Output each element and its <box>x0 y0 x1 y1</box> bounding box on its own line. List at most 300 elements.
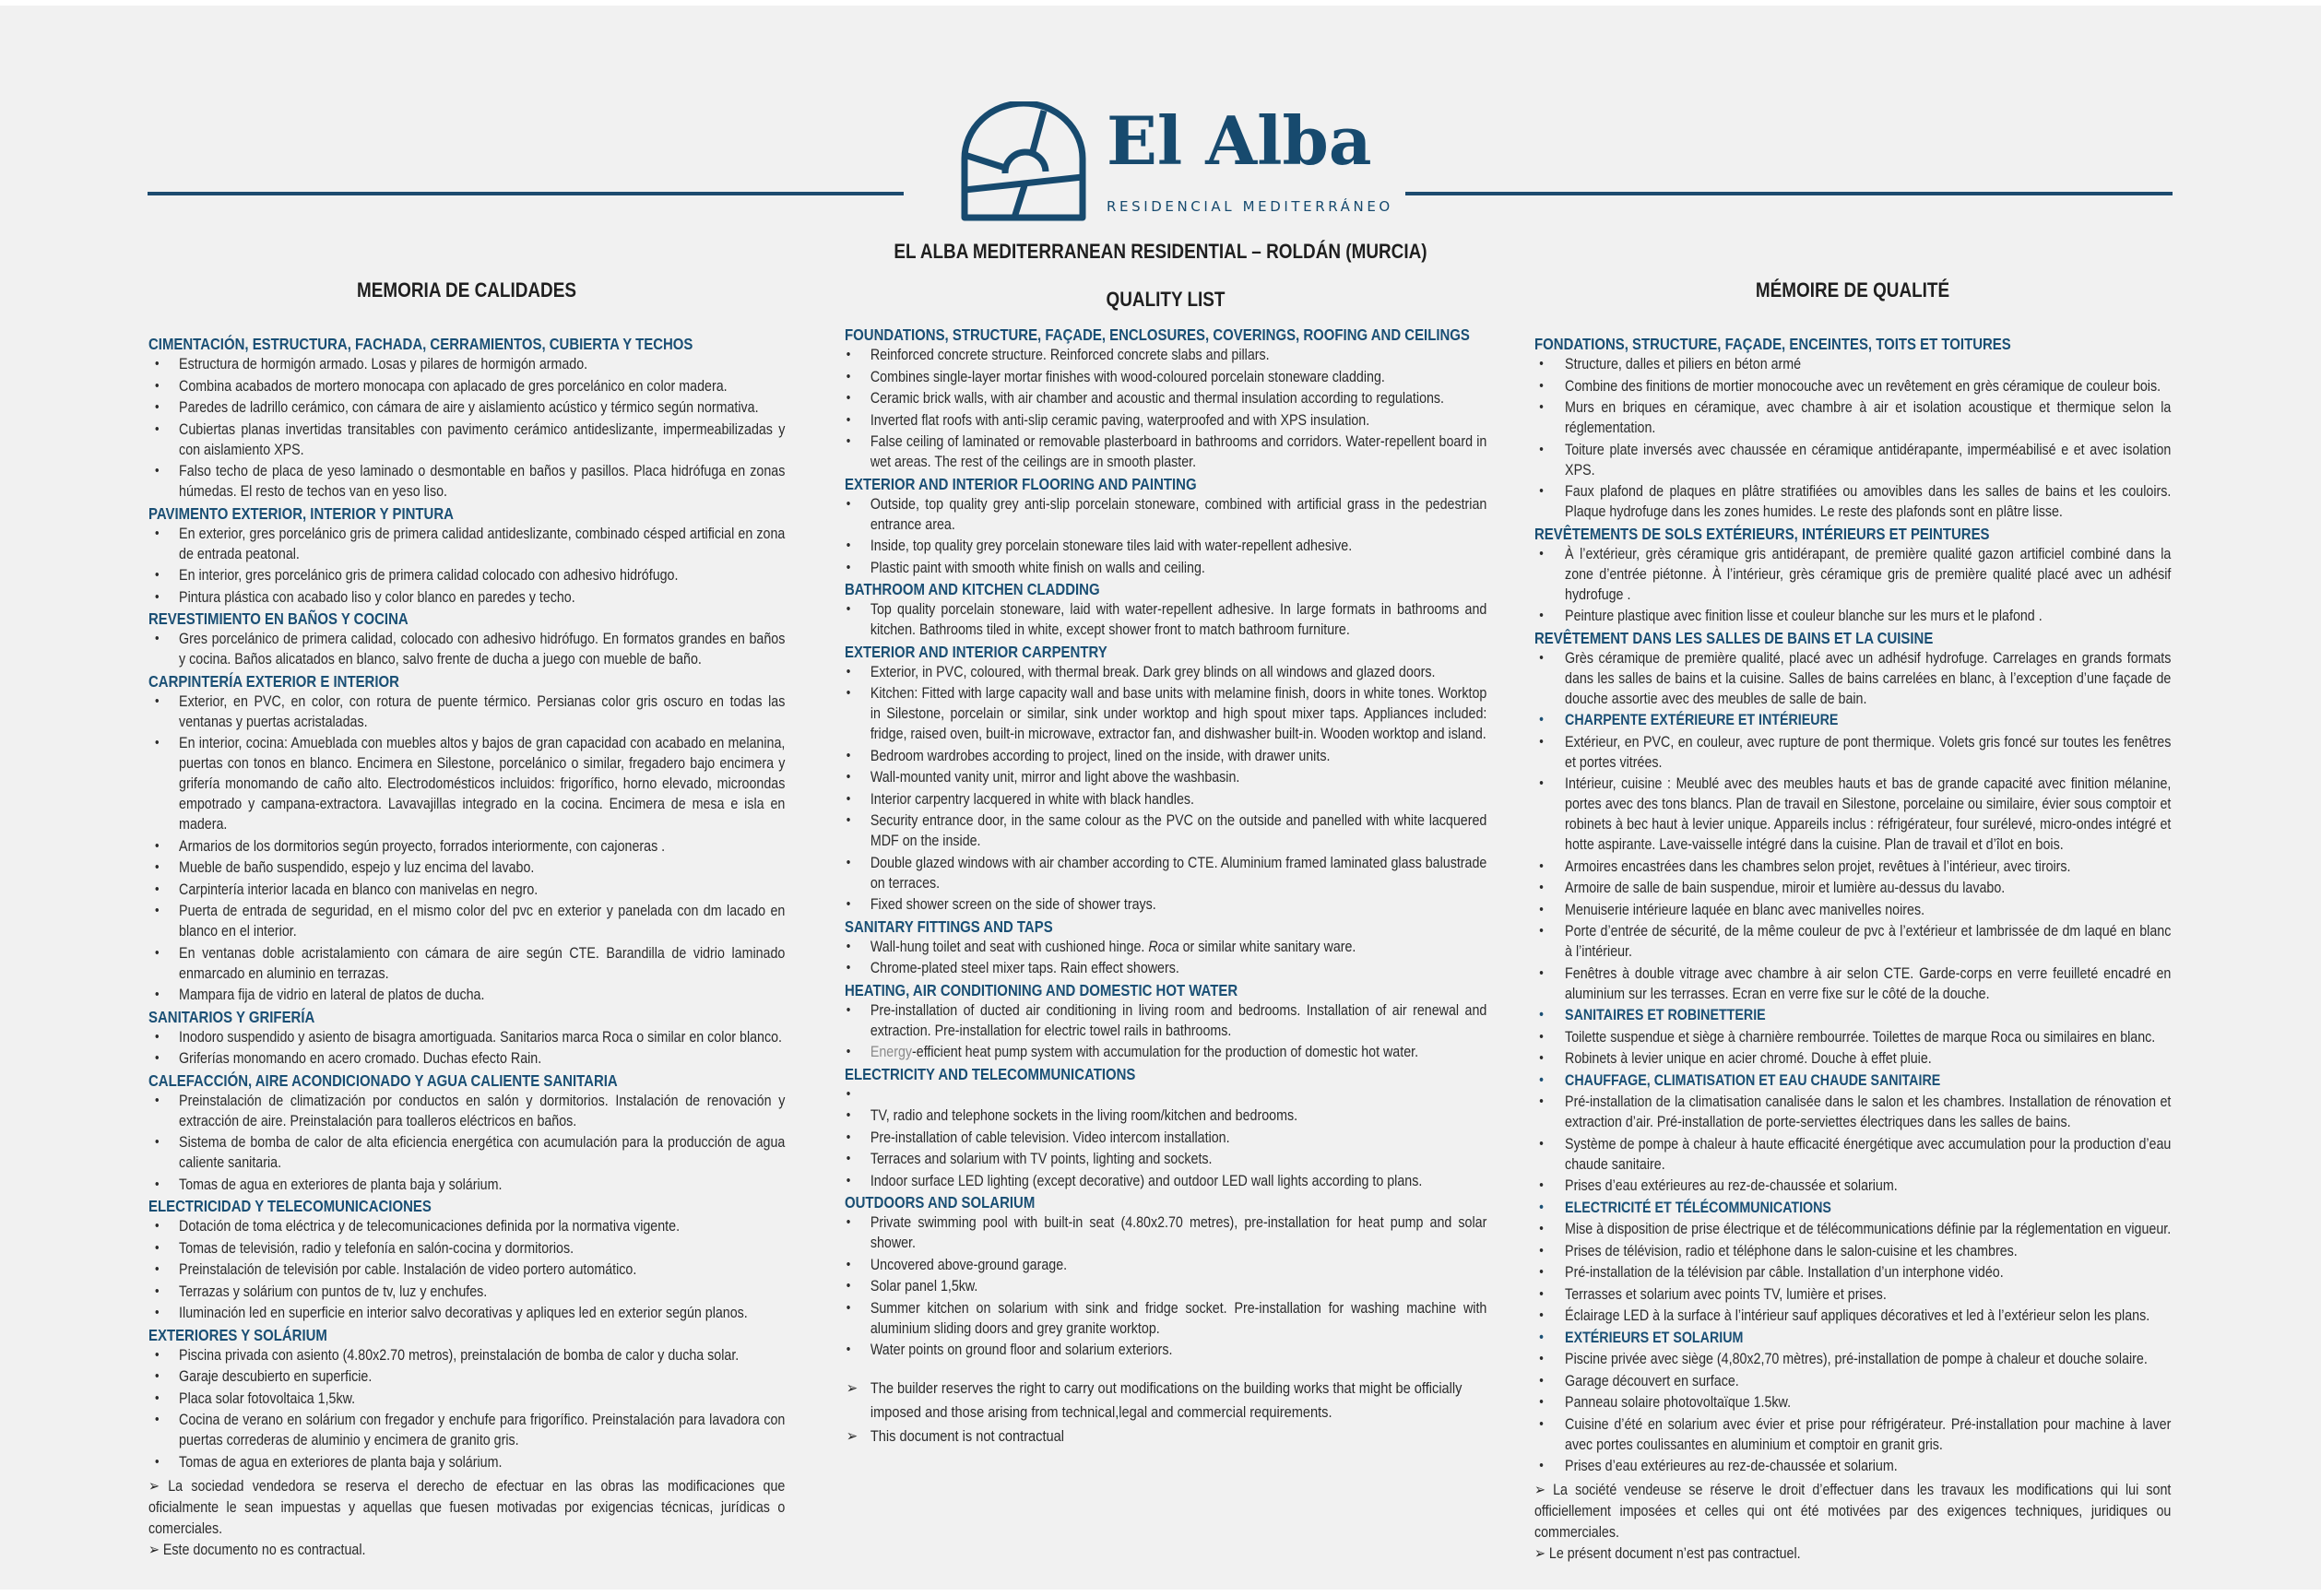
list-item-text: Cubiertas planas invertidas transitables con pavimento cerámico antideslizante, impermeabilizadas y con aislamiento XPS. <box>179 420 786 458</box>
bullet-icon: • <box>154 420 160 437</box>
section-heading: CIMENTACIÓN, ESTRUCTURA, FACHADA, CERRAMIENTOS, CUBIERTA Y TECHOS <box>148 335 693 353</box>
list-item <box>845 1255 1486 1275</box>
list-item <box>148 1027 785 1047</box>
list-item <box>148 1238 785 1259</box>
section-list <box>845 599 1486 640</box>
list-item-text-light: Energy <box>870 1044 913 1060</box>
document-page <box>0 6 2321 1590</box>
bullet-icon: • <box>846 1342 851 1357</box>
list-item <box>1534 1456 2171 1476</box>
list-item-text: Uncovered above-ground garage. <box>870 1256 1068 1273</box>
disclaimer-note <box>1534 1480 2171 1543</box>
section-heading-text: CHARPENTE EXTÉRIEURE ET INTÉRIEURE <box>1565 712 1839 728</box>
list-item-text: Wall-hung toilet and seat with cushioned hinge. <box>870 938 1149 955</box>
list-item <box>845 683 1486 744</box>
list-item-text: Inverted flat roofs with anti-slip ceramic paving, waterproofed and with XPS insulation. <box>870 411 1370 429</box>
list-item-text: Solar panel 1,5kw. <box>870 1278 978 1295</box>
bullet-icon: • <box>846 411 851 428</box>
list-item-text: Système de pompe à chaleur à haute efficacité énergétique avec accumulation pour la production d’eau chaude sanitaire. <box>1565 1135 2172 1173</box>
bullet-icon: • <box>154 1412 160 1427</box>
list-item <box>1534 964 2171 1004</box>
bullet-icon: • <box>1539 1177 1544 1193</box>
bullet-icon: • <box>846 1129 851 1145</box>
section-heading: CARPINTERÍA EXTERIOR E INTERIOR <box>148 671 399 691</box>
section-list <box>148 524 785 608</box>
list-item-text: Menuiserie intérieure laquée en blanc avec manivelles noires. <box>1565 901 1925 918</box>
section-list <box>148 354 785 502</box>
list-item-text: À l’extérieur, grès céramique gris antidérapant, de première qualité gazon artificiel combiné dans la zone d’entrée piétonne. À l’intérieur, grès céramique gris de première qualité placé avec un adhésif hydrofuge . <box>1565 545 2172 603</box>
bullet-icon: • <box>154 463 160 479</box>
list-item-text: Grès céramique de première qualité, placé avec un adhésif hydrofuge. Carrelages en grands formats dans les salles de bains et la cuisine. Salles de bains carrelées en blanc, à l’exception d’une façade de douche assortie avec des meubles de salle de bain. <box>1565 649 2172 707</box>
brand-logo <box>959 101 1392 231</box>
list-item <box>1534 1092 2171 1132</box>
list-item-text: Extérieur, en PVC, en couleur, avec rupture de pont thermique. Volets gris foncé sur toutes les fenêtres et portes vitrées. <box>1565 733 2172 771</box>
bullet-icon: • <box>846 368 851 384</box>
disclaimer-note <box>148 1476 785 1540</box>
list-item <box>148 733 785 834</box>
list-item <box>845 853 1486 893</box>
section-heading <box>1534 710 2171 730</box>
bullet-icon: • <box>1539 964 1544 981</box>
list-item-text: En interior, gres porcelánico gris de primera calidad colocado con adhesivo hidrófugo. <box>179 567 679 584</box>
list-item <box>1534 1306 2171 1326</box>
list-item <box>148 420 785 460</box>
list-item-text: Terrazas y solárium con puntos de tv, luz y enchufes. <box>179 1283 488 1300</box>
list-item <box>148 1048 785 1069</box>
list-item-text: Structure, dalles et piliers en béton armé <box>1565 356 1802 372</box>
section-list <box>148 1216 785 1323</box>
list-item-text: Pre-installation of cable television. Video intercom installation. <box>870 1129 1230 1146</box>
bullet-icon: • <box>154 1368 160 1384</box>
bullet-icon: • <box>154 881 160 897</box>
list-item-text: Tomas de agua en exteriores de planta baja y solárium. <box>179 1176 503 1193</box>
list-item-text: or similar white sanitary ware. <box>1178 938 1356 955</box>
bullet-icon: • <box>1539 377 1544 394</box>
bullet-icon: • <box>846 960 851 975</box>
disclaimer-notes <box>148 1476 785 1561</box>
list-item-text: Tomas de televisión, radio y telefonía en salón-cocina y dormitorios. <box>179 1239 574 1257</box>
bullet-icon: • <box>1539 1071 1544 1088</box>
disclaimer-notes <box>1534 1480 2171 1565</box>
column-body-es <box>148 334 785 1561</box>
section-heading-text: EXTÉRIEURS ET SOLARIUM <box>1565 1329 1744 1346</box>
list-item-text: Mise à disposition de prise électrique et de télécommunications définie par la réglementation en vigueur. <box>1565 1221 2172 1237</box>
list-item <box>148 692 785 732</box>
bullet-icon: • <box>154 987 160 1002</box>
bullet-icon: • <box>1539 1285 1544 1302</box>
list-item <box>845 662 1486 682</box>
list-item <box>845 958 1486 978</box>
section-heading: FONDATIONS, STRUCTURE, FAÇADE, ENCEINTES, TOITS ET TOITURES <box>1534 335 2011 353</box>
list-item-text: Prises de télévision, radio et téléphone dans le salon-cuisine et les chambres. <box>1565 1242 2018 1259</box>
list-item-text: Plastic paint with smooth white finish on walls and ceiling. <box>870 559 1205 576</box>
list-item <box>845 1298 1486 1339</box>
list-item-text: Armarios de los dormitorios según proyecto, forrados interiormente, con cajoneras . <box>179 837 666 855</box>
list-item <box>845 1105 1486 1126</box>
document-title: EL ALBA MEDITERRANEAN RESIDENTIAL – ROLDÁN (MURCIA) <box>894 240 1427 263</box>
bullet-icon: • <box>154 525 160 541</box>
list-item <box>148 836 785 857</box>
disclaimer-note-text: ➢ Este documento no es contractual. <box>148 1541 366 1558</box>
list-item <box>148 1282 785 1302</box>
bullet-icon: • <box>846 663 851 680</box>
list-item <box>148 1345 785 1365</box>
bullet-icon: • <box>154 588 160 605</box>
section-list <box>845 662 1486 916</box>
list-item-text: Porte d’entrée de sécurité, de la même couleur de pvc à l’extérieur et lambrissée de dm laqué en blanc à l’intérieur. <box>1565 923 2172 960</box>
list-item-text: Garaje descubierto en superficie. <box>179 1368 373 1385</box>
list-item <box>1534 1134 2171 1175</box>
section-heading-text: SANITAIRES ET ROBINETTERIE <box>1565 1007 1766 1023</box>
list-item <box>1534 1284 2171 1305</box>
list-item-text: Tomas de agua en exteriores de planta baja y solárium. <box>179 1453 503 1471</box>
list-item <box>148 1389 785 1409</box>
column-title-es: MEMORIA DE CALIDADES <box>357 278 576 301</box>
list-item <box>1534 1241 2171 1261</box>
bullet-icon: • <box>846 1278 851 1294</box>
list-item <box>845 494 1486 535</box>
list-item-text: Placa solar fotovoltaica 1,5kw. <box>179 1389 356 1407</box>
bullet-icon: • <box>1539 1028 1544 1045</box>
list-item-text: Exterior, en PVC, en color, con rotura de puente térmico. Persianas color gris oscuro en todas las ventanas y puertas acristaladas. <box>179 692 786 730</box>
list-item <box>1534 481 2171 522</box>
section-list <box>845 937 1486 979</box>
section-list <box>1534 544 2171 627</box>
disclaimer-note-text: ➢ La sociedad vendedora se reserva el derecho de efectuar en las obras las modificaciones que oficialmente le sean impuestas y aquellas que fuesen motivadas por exigencias técnicas, jurídicas o comerciales. <box>148 1477 786 1537</box>
section-heading: EXTERIORES Y SOLÁRIUM <box>148 1325 327 1344</box>
bullet-icon: • <box>1539 901 1544 917</box>
header-rule-left <box>148 192 904 195</box>
list-item <box>148 587 785 608</box>
bullet-icon: • <box>1539 1372 1544 1389</box>
list-item <box>1534 1048 2171 1069</box>
section-heading: CALEFACCIÓN, AIRE ACONDICIONADO Y AGUA CALIENTE SANITARIA <box>148 1070 618 1090</box>
section-list <box>148 1027 785 1070</box>
brand-tagline: RESIDENCIAL MEDITERRÁNEO <box>1107 198 1393 215</box>
list-item <box>148 1452 785 1472</box>
bullet-icon: • <box>1539 1351 1544 1366</box>
bullet-icon: • <box>154 1261 160 1277</box>
bullet-icon: • <box>1539 1242 1544 1259</box>
section-heading: EXTERIOR AND INTERIOR FLOORING AND PAINTING <box>845 474 1197 493</box>
list-item <box>1534 878 2171 898</box>
section-heading: ELECTRICITY AND TELECOMMUNICATIONS <box>845 1064 1136 1083</box>
bullet-icon: • <box>154 735 160 751</box>
list-item <box>1534 1176 2171 1196</box>
list-item <box>1534 606 2171 626</box>
list-item <box>1534 397 2171 438</box>
list-item <box>148 1175 785 1195</box>
bullet-icon: • <box>1539 608 1544 623</box>
bullet-icon: • <box>846 769 851 785</box>
section-list <box>148 1345 785 1472</box>
list-item <box>845 410 1486 431</box>
list-item-text: En interior, cocina: Amueblada con muebles altos y bajos de gran capacidad con acabado en melanina, puertas con tonos en blanco. Encimera en Silestone, porcelánico o similar, fregadero bajo encimera y grifería monomando de caño alto. Electrodomésticos incluidos: frigorífico, horno elevado, microondas empotrado y campana-extractora. Lavavajillas integrado en la cocina. Encimera de mesa e isla en madera. <box>179 735 786 833</box>
section-heading: HEATING, AIR CONDITIONING AND DOMESTIC HOT WATER <box>845 980 1238 999</box>
column-body-en <box>845 325 1486 1448</box>
bullet-icon: • <box>1539 1221 1544 1236</box>
list-item <box>148 901 785 941</box>
list-item-text: Panneau solaire photovoltaïque 1.5kw. <box>1565 1394 1792 1411</box>
list-item <box>1534 648 2171 709</box>
section-heading: SANITARY FITTINGS AND TAPS <box>845 916 1053 936</box>
bullet-icon: • <box>1539 1007 1544 1023</box>
list-item-text: Reinforced concrete structure. Reinforced concrete slabs and pillars. <box>870 347 1270 363</box>
list-item-text: Iluminación led en superficie en interior salvo decorativas y apliques led en exterior según planos. <box>179 1305 748 1321</box>
list-item <box>845 746 1486 766</box>
section-heading: OUTDOORS AND SOLARIUM <box>845 1193 1036 1212</box>
list-item-text: Peinture plastique avec finition lisse et couleur blanche sur les murs et le plafond . <box>1565 608 2043 624</box>
bullet-icon: • <box>846 938 851 954</box>
list-item <box>845 1276 1486 1296</box>
arrow-bullet-icon: ➢ <box>846 1427 858 1445</box>
list-item <box>1534 1262 2171 1283</box>
list-item <box>845 1149 1486 1169</box>
list-item <box>845 1042 1486 1062</box>
list-item <box>148 524 785 564</box>
bullet-icon: • <box>846 747 851 763</box>
list-item-text: Toiture plate inversés avec chaussée en céramique antidérapante, imperméabilisé e et avec isolation XPS. <box>1565 441 2172 479</box>
disclaimer-note <box>1534 1543 2171 1565</box>
list-item <box>148 565 785 585</box>
bullet-icon: • <box>1539 545 1544 562</box>
bullet-icon: • <box>154 1050 160 1066</box>
list-item-text: Mampara fija de vidrio en lateral de platos de ducha. <box>179 987 485 1003</box>
bullet-icon: • <box>154 356 160 372</box>
list-item-text: Preinstalación de climatización por conductos en salón y dormitorios. Instalación de renovación y extracción de aire. Preinstalación para toalleros eléctricos en baños. <box>179 1092 786 1129</box>
section-list <box>845 494 1486 578</box>
list-item-text: Ceramic brick walls, with air chamber and acoustic and thermal insulation according to regulations. <box>870 390 1445 407</box>
list-item <box>845 367 1486 387</box>
bullet-icon: • <box>1539 1264 1544 1280</box>
list-item-text: Private swimming pool with built-in seat (4.80x2.70 metres), pre-installation for heat pump and solar shower. <box>870 1214 1487 1251</box>
bullet-icon: • <box>1539 1329 1544 1345</box>
bullet-icon: • <box>1539 399 1544 415</box>
list-item-text: Intérieur, cuisine : Meublé avec des meubles hauts et bas de grande capacité avec finition mélanine, portes avec des tons blancs. Plan de travail en Silestone, porcelaine ou similaire, évier sous comptoir et robinets à bec haut à levier unique. Appareils inclus : réfrigérateur, four surélevé, micro-ondes intégré et hotte aspirante. Lave-vaisselle intégré dans la cuisine. Plan de travail et d’îlot en bois. <box>1565 775 2172 853</box>
list-item <box>1534 1349 2171 1369</box>
list-item <box>1534 1371 2171 1391</box>
list-item-text: Pré-installation de la télévision par câble. Installation d’un interphone vidéo. <box>1565 1264 2004 1281</box>
bullet-icon: • <box>154 1092 160 1108</box>
bullet-icon: • <box>154 944 160 961</box>
bullet-icon: • <box>154 1283 160 1299</box>
list-item-text: Double glazed windows with air chamber according to CTE. Aluminium framed laminated glass balustrade on terraces. <box>870 854 1487 892</box>
list-item-text: Kitchen: Fitted with large capacity wall and base units with melamine finish, doors in white tones. Worktop in Silestone, porcelain or similar, sink under worktop and high spout mixer taps. Appliances included: fridge, raised oven, built-in microwave, extractor fan, and dishwasher built-in. Wooden worktop and island. <box>870 685 1487 742</box>
list-item <box>845 1084 1486 1105</box>
disclaimer-note-text: ➢ La société vendeuse se réserve le droit d’effectuer dans les travaux les modifications qui lui sont officiellement imposées et celles qui ont été motivées par des exigences techniques, juridiques ou commerciales. <box>1534 1482 2172 1541</box>
bullet-icon: • <box>1539 483 1544 499</box>
list-item-text: Prises d’eau extérieures au rez-de-chaussée et solarium. <box>1565 1458 1898 1474</box>
arched-window-sunrise-icon <box>959 101 1088 221</box>
brand-text <box>1107 101 1392 216</box>
section-heading: REVÊTEMENT DANS LES SALLES DE BAINS ET LA CUISINE <box>1534 628 1934 647</box>
bullet-icon: • <box>154 1305 160 1320</box>
list-item-text: Murs en briques en céramique, avec chambre à air et isolation acoustique et thermique selon la réglementation. <box>1565 399 2172 436</box>
header-rule-right <box>1405 192 2173 195</box>
bullet-icon: • <box>1539 857 1544 874</box>
bullet-icon: • <box>846 1214 851 1230</box>
section-list <box>845 1000 1486 1063</box>
column-spanish <box>148 275 785 1561</box>
bullet-icon: • <box>154 859 160 875</box>
bullet-icon: • <box>1539 775 1544 791</box>
list-item <box>1534 1027 2171 1047</box>
list-item <box>845 1128 1486 1148</box>
list-item-text: Prises d’eau extérieures au rez-de-chaussée et solarium. <box>1565 1177 1898 1194</box>
disclaimer-note <box>845 1377 1486 1425</box>
bullet-icon: • <box>846 1256 851 1272</box>
list-item <box>148 1410 785 1450</box>
bullet-icon: • <box>846 685 851 701</box>
list-item <box>845 432 1486 472</box>
list-item-text: Pré-installation de la climatisation canalisée dans le salon et les chambres. Installation de rénovation et extraction d’air. Pré-installation de porte-serviettes électriques dans les salles de bains. <box>1565 1094 2172 1130</box>
list-item-text: Chrome-plated steel mixer taps. Rain effect showers. <box>870 960 1179 976</box>
list-item-text: False ceiling of laminated or removable plasterboard in bathrooms and corridors. Water-repellent board in wet areas. The rest of the ceilings are in smooth plaster. <box>870 433 1487 470</box>
list-item-text: Exterior, in PVC, coloured, with thermal break. Dark grey blinds on all windows and glazed doors. <box>870 663 1436 680</box>
bullet-icon: • <box>1539 441 1544 457</box>
list-item <box>148 397 785 418</box>
bullet-icon: • <box>1539 880 1544 895</box>
list-item-text: Estructura de hormigón armado. Losas y pilares de hormigón armado. <box>179 356 588 372</box>
bullet-icon: • <box>154 837 160 854</box>
bullet-icon: • <box>1539 1050 1544 1066</box>
bullet-icon: • <box>154 1453 160 1470</box>
bullet-icon: • <box>846 601 851 617</box>
list-item <box>148 1303 785 1323</box>
section-heading: FOUNDATIONS, STRUCTURE, FAÇADE, ENCLOSURES, COVERINGS, ROOFING AND CEILINGS <box>845 325 1470 344</box>
list-item <box>148 857 785 878</box>
list-item-text: -efficient heat pump system with accumulation for the production of domestic hot water. <box>912 1044 1419 1060</box>
bullet-icon: • <box>846 495 851 512</box>
section-heading-text: ELECTRICITÉ ET TÉLÉCOMMUNICATIONS <box>1565 1199 1831 1216</box>
disclaimer-note-text: The builder reserves the right to carry out modifications on the building works that might be officially imposed and those arising from technical,legal and commercial requirements. <box>870 1379 1462 1421</box>
list-item <box>148 1216 785 1236</box>
section-list <box>1534 354 2171 522</box>
disclaimer-note <box>148 1540 785 1561</box>
list-item-text: Pre-installation of ducted air conditioning in living room and bedrooms. Installation of air renewal and extraction. Pre-installation for electric towel rails in bathrooms. <box>870 1001 1487 1039</box>
list-item <box>845 599 1486 640</box>
list-item-text: Top quality porcelain stoneware, laid with water-repellent adhesive. In large formats in bathrooms and kitchen. Bathrooms tiled in white, except shower front to match bathroom furniture. <box>870 601 1487 638</box>
section-list <box>845 1212 1486 1360</box>
list-item <box>148 880 785 900</box>
bullet-icon: • <box>154 903 160 918</box>
list-item <box>1534 544 2171 605</box>
list-item-text: Pintura plástica con acabado liso y color blanco en paredes y techo. <box>179 588 575 606</box>
list-item-text: Fenêtres à double vitrage avec chambre à air selon CTE. Garde-corps en verre feuilleté encadré en aluminium sur les terrasses. Ecran en verre fixe sur le côté de la douche. <box>1565 964 2172 1002</box>
bullet-icon: • <box>846 433 851 449</box>
section-list <box>148 1091 785 1195</box>
bullet-icon: • <box>1539 1199 1544 1215</box>
list-item <box>148 354 785 374</box>
section-heading: SANITARIOS Y GRIFERÍA <box>148 1007 315 1026</box>
section-heading: REVESTIMIENTO EN BAÑOS Y COCINA <box>148 609 409 628</box>
list-item <box>1534 1414 2171 1455</box>
list-item-text: Sistema de bomba de calor de alta eficiencia energética con acumulación para la producción de agua caliente sanitaria. <box>179 1134 786 1171</box>
list-item-text: Griferías monomando en acero cromado. Duchas efecto Rain. <box>179 1050 542 1067</box>
list-item-text: Cocina de verano en solárium con fregador y enchufe para frigorífico. Preinstalación para lavadora con puertas correderas de aluminio y encimera de granito gris. <box>179 1412 786 1448</box>
list-item-text: Interior carpentry lacquered in white with black handles. <box>870 790 1194 808</box>
disclaimer-note-text: This document is not contractual <box>870 1427 1065 1445</box>
bullet-icon: • <box>1539 1394 1544 1410</box>
list-item-text: Inodoro suspendido y asiento de bisagra amortiguada. Sanitarios marca Roca o similar en color blanco. <box>179 1028 783 1046</box>
bullet-icon: • <box>1539 1415 1544 1432</box>
list-item <box>845 937 1486 957</box>
list-item-text: Terrasses et solarium avec points TV, lumière et prises. <box>1565 1285 1887 1303</box>
column-title-en: QUALITY LIST <box>1106 288 1226 311</box>
list-item <box>148 376 785 396</box>
list-item-text: Wall-mounted vanity unit, mirror and light above the washbasin. <box>870 769 1240 786</box>
list-item <box>845 1000 1486 1041</box>
section-heading: BATHROOM AND KITCHEN CLADDING <box>845 580 1100 598</box>
list-item <box>845 388 1486 408</box>
list-item <box>148 1259 785 1280</box>
list-item-text: Combines single-layer mortar finishes with wood-coloured porcelain stoneware cladding. <box>870 368 1385 385</box>
section-heading-text: CHAUFFAGE, CLIMATISATION ET EAU CHAUDE SANITAIRE <box>1565 1071 1941 1089</box>
list-item <box>845 1212 1486 1253</box>
list-item <box>1534 774 2171 855</box>
bullet-icon: • <box>846 1151 851 1166</box>
column-english <box>845 275 1486 1448</box>
list-item-text: Mueble de baño suspendido, espejo y luz encima del lavabo. <box>179 859 535 876</box>
bullet-icon: • <box>154 567 160 583</box>
list-item <box>148 1132 785 1173</box>
bullet-icon: • <box>846 1299 851 1316</box>
list-item <box>845 536 1486 556</box>
list-item-text: Preinstalación de televisión por cable. Instalación de video portero automático. <box>179 1261 637 1278</box>
list-item <box>845 810 1486 851</box>
bullet-icon: • <box>154 1218 160 1234</box>
list-item <box>1534 900 2171 920</box>
column-title-fr: MÉMOIRE DE QUALITÉ <box>1755 278 1950 301</box>
list-item <box>845 894 1486 915</box>
list-item-text: Garage découvert en surface. <box>1565 1372 1739 1389</box>
list-item <box>1534 857 2171 877</box>
bullet-icon: • <box>846 896 851 912</box>
disclaimer-notes <box>845 1377 1486 1448</box>
list-item <box>148 943 785 984</box>
bullet-icon: • <box>846 854 851 870</box>
bullet-icon: • <box>1539 649 1544 666</box>
section-heading <box>1534 1328 2171 1348</box>
list-item <box>845 345 1486 365</box>
bullet-icon: • <box>154 1028 160 1045</box>
section-heading: ELECTRICIDAD Y TELECOMUNICACIONES <box>148 1197 432 1215</box>
bullet-icon: • <box>846 1044 851 1059</box>
list-item <box>148 1091 785 1131</box>
bullet-icon: • <box>846 1085 851 1102</box>
bullet-icon: • <box>154 692 160 709</box>
list-item <box>1534 354 2171 374</box>
list-item-text: Summer kitchen on solarium with sink and fridge socket. Pre-installation for washing machine with aluminium sliding doors and grey granite worktop. <box>870 1299 1487 1337</box>
bullet-icon: • <box>154 631 160 646</box>
list-item <box>1534 376 2171 396</box>
column-body-fr <box>1534 334 2171 1565</box>
bullet-icon: • <box>846 790 851 807</box>
section-heading: PAVIMENTO EXTERIOR, INTERIOR Y PINTURA <box>148 503 454 523</box>
section-heading <box>1534 1070 2171 1091</box>
list-item-text: Piscine privée avec siège (4,80x2,70 mètres), pré-installation de pompe à chaleur et douche solaire. <box>1565 1351 2148 1367</box>
list-item-text: En ventanas doble acristalamiento con cámara de aire según CTE. Barandilla de vidrio laminado enmarcado en aluminio en terrazas. <box>179 944 786 982</box>
list-item-text: Security entrance door, in the same colour as the PVC on the outside and panelled with white lacquered MDF on the inside. <box>870 812 1487 849</box>
bullet-icon: • <box>1539 1094 1544 1109</box>
bullet-icon: • <box>1539 1458 1544 1473</box>
bullet-icon: • <box>846 1172 851 1188</box>
list-item <box>845 767 1486 787</box>
list-item-text: Fixed shower screen on the side of shower trays. <box>870 896 1156 913</box>
list-item <box>148 985 785 1005</box>
list-item <box>1534 921 2171 962</box>
bullet-icon: • <box>846 390 851 406</box>
